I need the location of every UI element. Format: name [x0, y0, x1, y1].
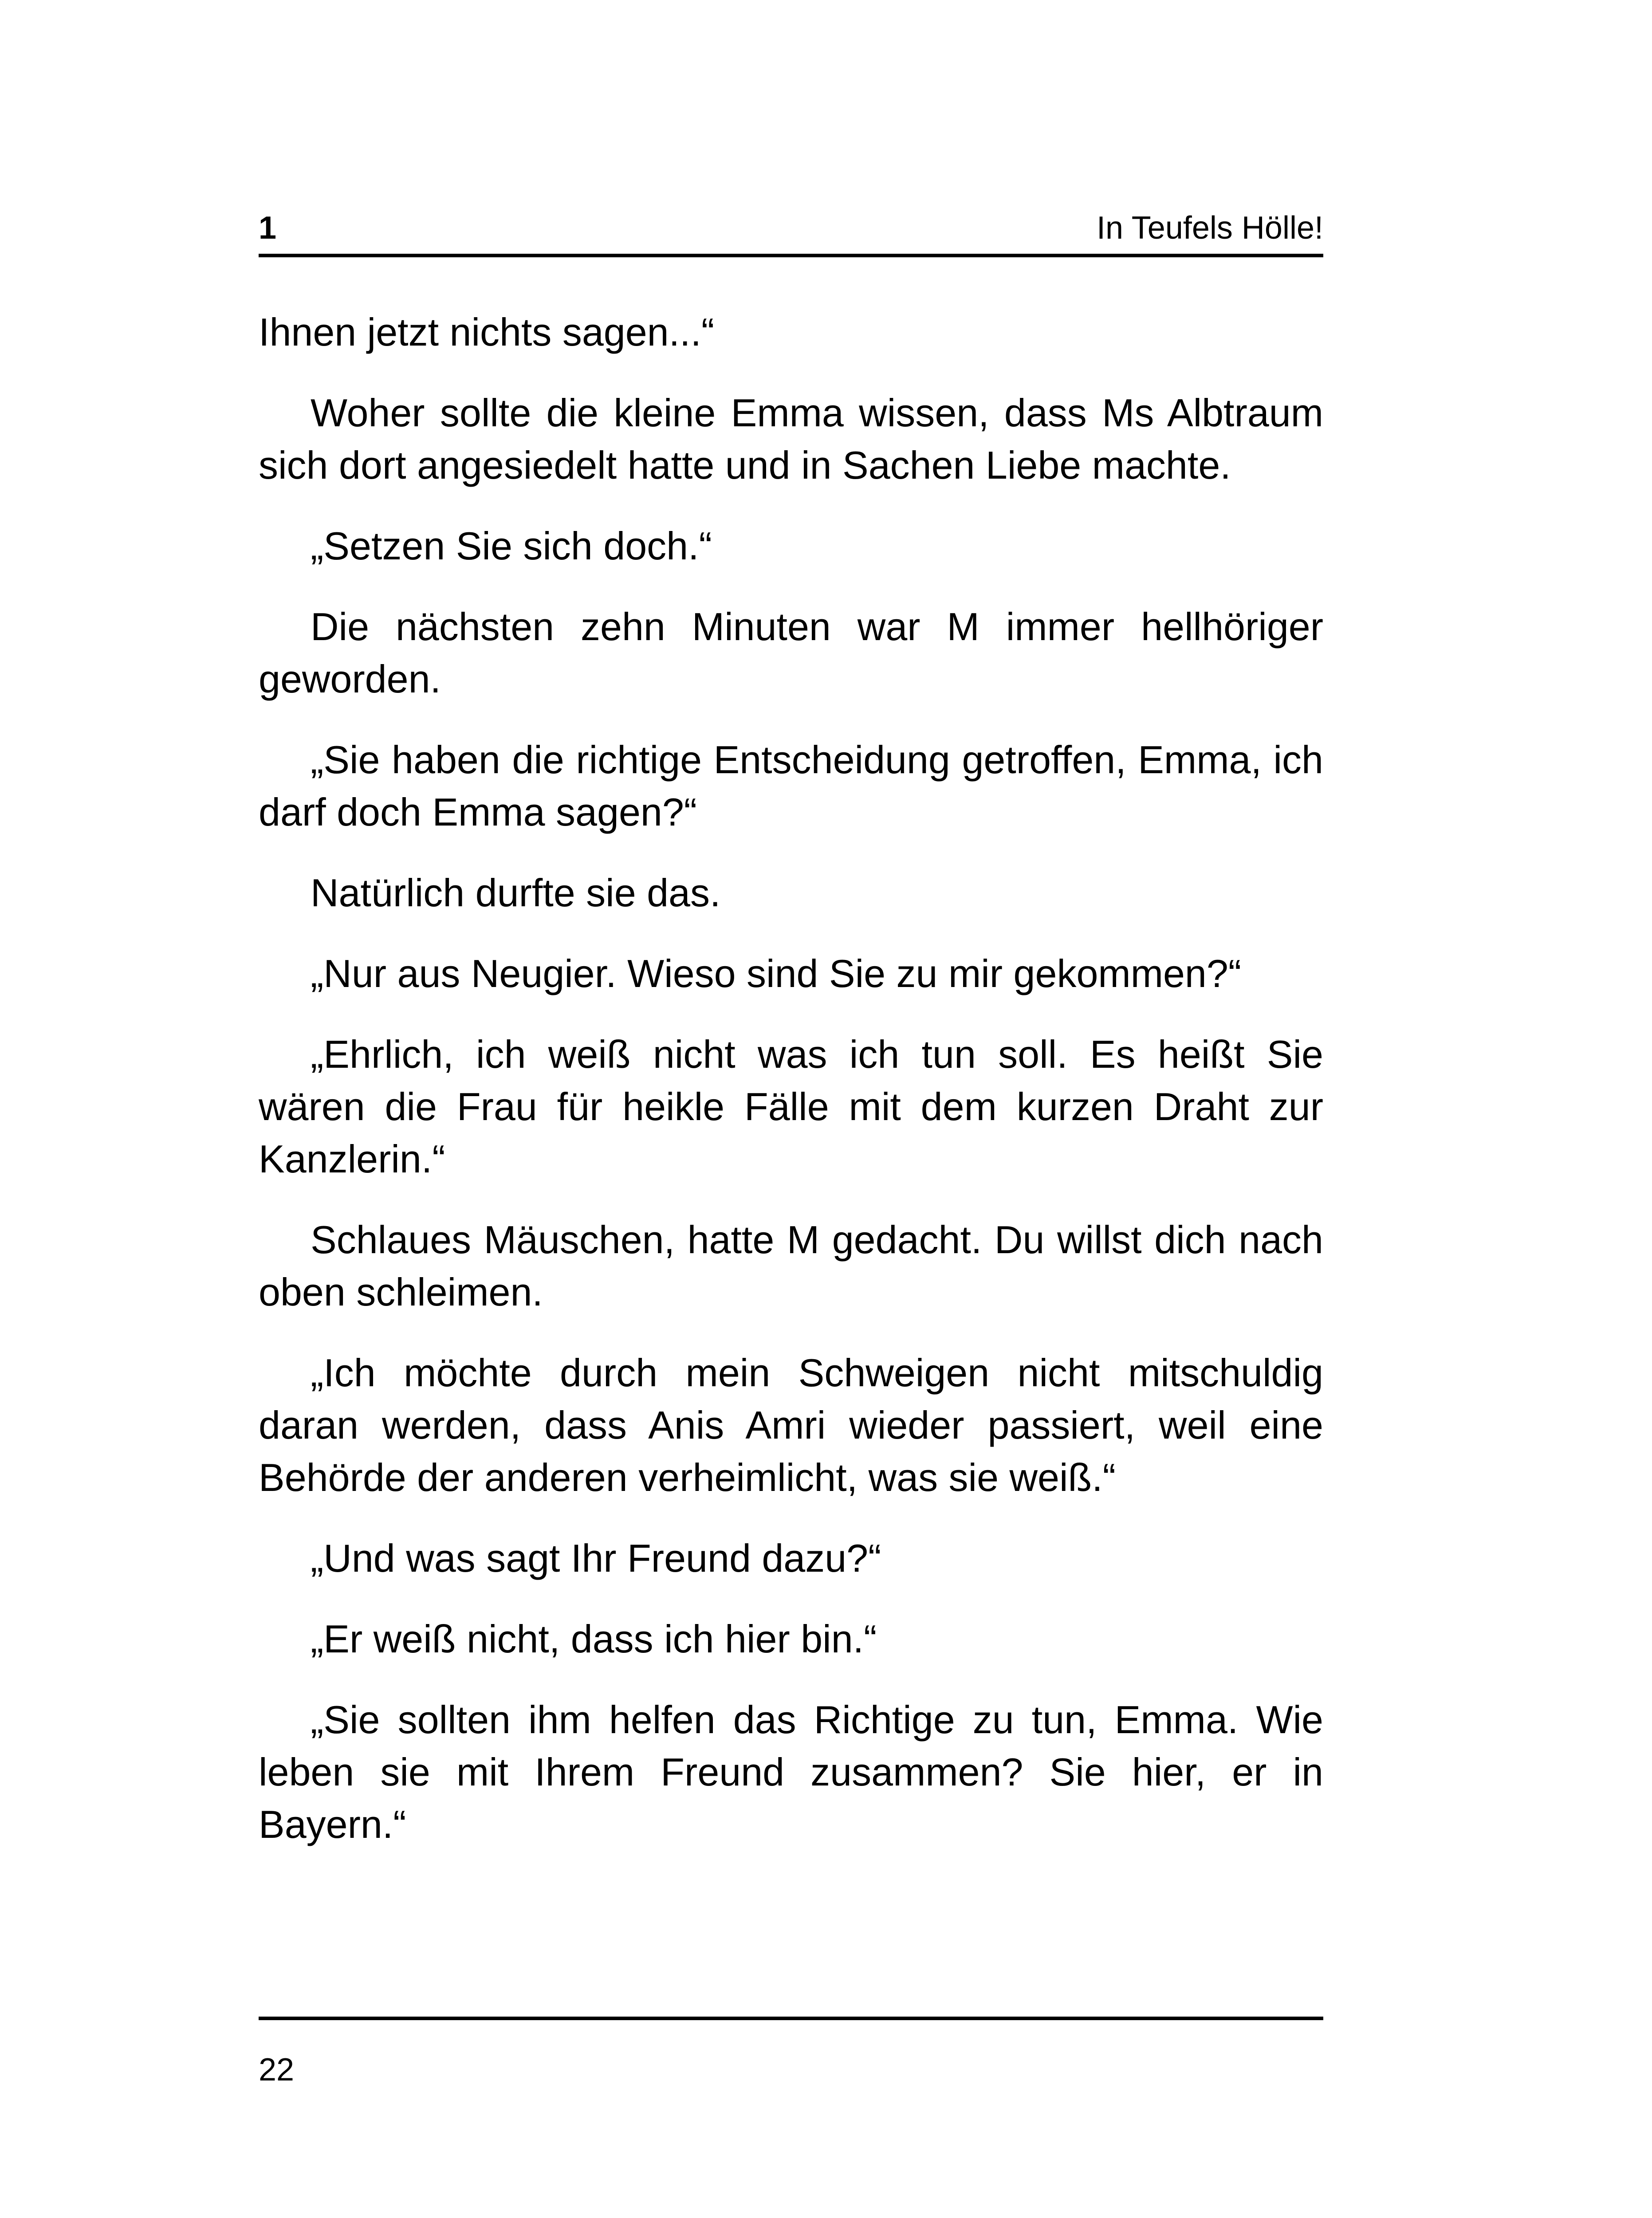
paragraph: „Und was sagt Ihr Freund dazu?“	[311, 1536, 881, 1580]
running-title: In Teufels Hölle!	[1097, 210, 1323, 246]
paragraph: Natürlich durfte sie das.	[311, 871, 721, 915]
paragraph: „Er weiß nicht, dass ich hier bin.“	[311, 1617, 877, 1661]
page-number: 22	[259, 2052, 295, 2088]
paragraph: „Sie haben die richtige Entscheidung getroffen, Emma, ich darf doch Emma sagen?“	[259, 738, 1323, 834]
paragraph: „Nur aus Neugier. Wieso sind Sie zu mir gekommen?“	[311, 952, 1242, 995]
paragraph: Woher sollte die kleine Emma wissen, dass Ms Albtraum sich dort angesiedelt hatte und in Sachen Liebe machte.	[259, 391, 1323, 487]
chapter-number: 1	[259, 210, 277, 246]
paragraph: „Ich möchte durch mein Schweigen nicht mitschuldig daran werden, dass Anis Amri wieder passiert, weil eine Behörde der anderen verheimlicht, was sie weiß.“	[259, 1351, 1323, 1499]
body-text	[259, 306, 1323, 1879]
paragraph: Die nächsten zehn Minuten war M immer hellhöriger geworden.	[259, 605, 1323, 701]
paragraph: „Ehrlich, ich weiß nicht was ich tun soll. Es heißt Sie wären die Frau für heikle Fälle mit dem kurzen Draht zur Kanzlerin.“	[259, 1032, 1323, 1181]
paragraph: „Setzen Sie sich doch.“	[311, 524, 712, 568]
page-header	[259, 195, 1323, 244]
paragraph: Schlaues Mäuschen, hatte M gedacht. Du willst dich nach oben schleimen.	[259, 1218, 1323, 1314]
footer-rule	[259, 2017, 1323, 2020]
paragraph: „Sie sollten ihm helfen das Richtige zu tun, Emma. Wie leben sie mit Ihrem Freund zusammen? Sie hier, er in Bayern.“	[259, 1698, 1323, 1846]
paragraph: Ihnen jetzt nichts sagen...“	[259, 310, 715, 354]
header-rule	[259, 254, 1323, 257]
